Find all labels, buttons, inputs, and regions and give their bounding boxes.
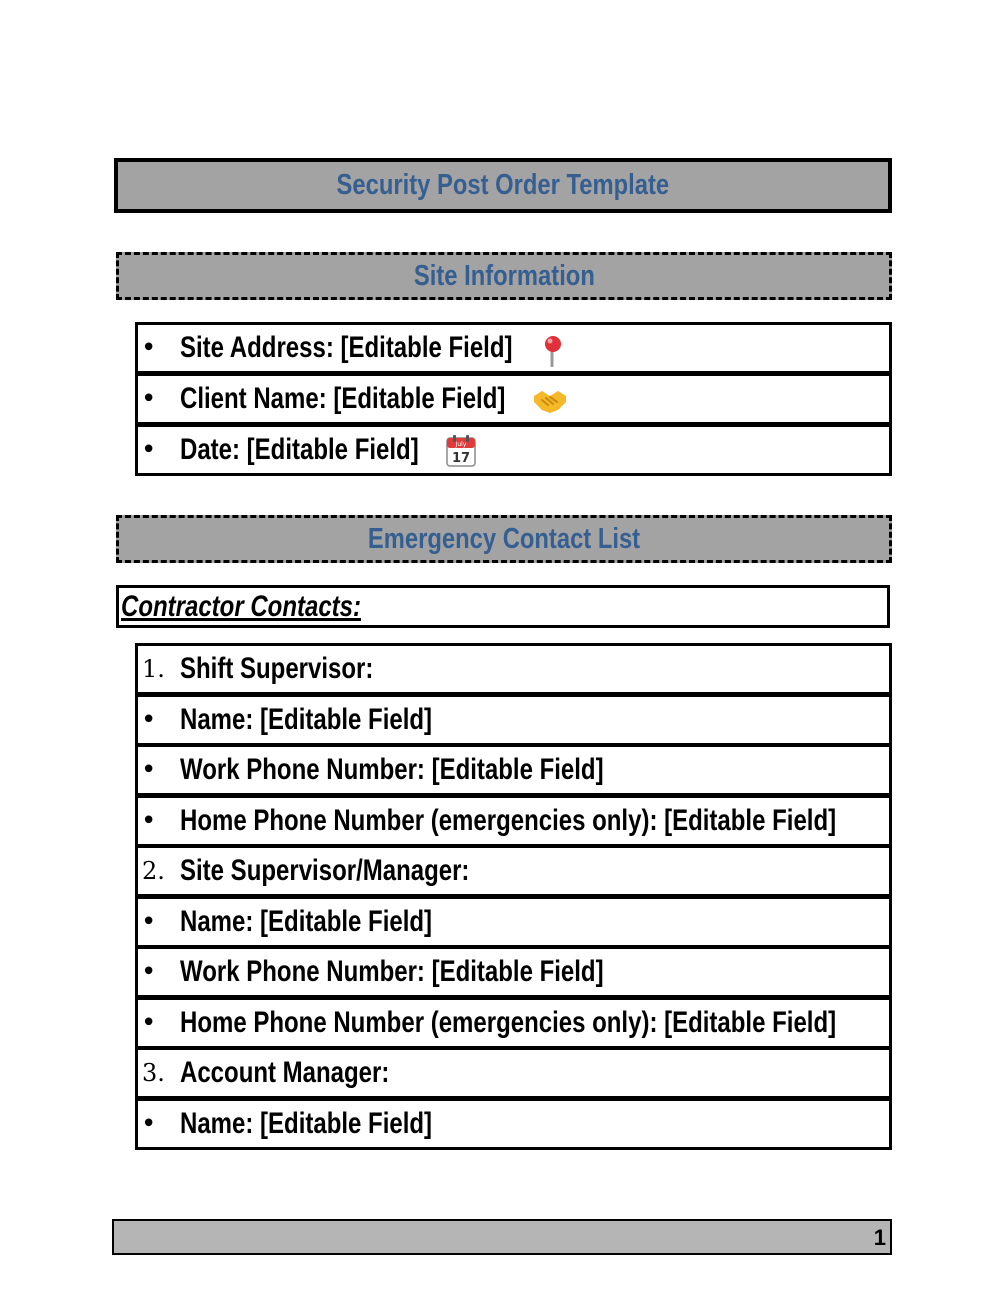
bullet-marker: • — [141, 1008, 157, 1038]
bullet-marker: • — [141, 957, 157, 987]
contact-row-name[interactable] — [135, 1098, 892, 1150]
emergency-contact-heading: Emergency Contact List — [367, 522, 641, 555]
bullet-marker: • — [141, 755, 157, 785]
date-field[interactable]: Date: [Editable Field] — [180, 433, 419, 466]
bullet-marker: • — [141, 435, 157, 465]
client-name-field[interactable]: Client Name: [Editable Field] — [180, 382, 506, 415]
date-row[interactable] — [135, 424, 892, 476]
contractor-contacts-heading: Contractor Contacts: — [121, 590, 362, 623]
contact-row-shift-supervisor — [135, 643, 892, 695]
handshake-icon — [532, 388, 568, 419]
site-address-field[interactable]: Site Address: [Editable Field] — [180, 331, 513, 364]
site-address-row[interactable] — [135, 322, 892, 374]
client-name-row[interactable] — [135, 373, 892, 425]
editable-field[interactable]: Home Phone Number (emergencies only): [Editable Field] — [180, 1006, 837, 1039]
contact-row-name[interactable] — [135, 896, 892, 948]
document-title-bar — [114, 158, 892, 213]
round-pushpin-icon — [540, 335, 568, 372]
editable-field[interactable]: Name: [Editable Field] — [180, 1107, 433, 1140]
site-information-heading: Site Information — [413, 259, 595, 292]
contact-row-site-supervisor — [135, 845, 892, 897]
bullet-marker: • — [141, 384, 157, 414]
page-number: 1 — [873, 1225, 886, 1250]
contact-row-label: Shift Supervisor: — [180, 652, 374, 685]
calendar-day: 17 — [451, 451, 471, 466]
numbered-marker: 3. — [142, 1059, 165, 1087]
site-information-header — [116, 252, 892, 300]
document-title: Security Post Order Template — [336, 169, 670, 201]
calendar-month: July — [455, 441, 467, 448]
editable-field[interactable]: Name: [Editable Field] — [180, 905, 433, 938]
contractor-contacts-box — [116, 585, 890, 628]
page-footer — [112, 1219, 892, 1255]
contact-row-label: Site Supervisor/Manager: — [180, 854, 470, 887]
contact-row-account-manager — [135, 1047, 892, 1099]
bullet-marker: • — [141, 907, 157, 937]
calendar-icon — [446, 435, 476, 472]
editable-field[interactable]: Work Phone Number: [Editable Field] — [180, 753, 604, 786]
editable-field[interactable]: Work Phone Number: [Editable Field] — [180, 955, 604, 988]
bullet-marker: • — [141, 705, 157, 735]
bullet-marker: • — [141, 1109, 157, 1139]
contact-row-home-phone[interactable] — [135, 795, 892, 847]
editable-field[interactable]: Name: [Editable Field] — [180, 703, 433, 736]
contact-row-label: Account Manager: — [180, 1056, 390, 1089]
contact-row-home-phone[interactable] — [135, 997, 892, 1049]
editable-field[interactable]: Home Phone Number (emergencies only): [Editable Field] — [180, 804, 837, 837]
bullet-marker: • — [141, 806, 157, 836]
contact-row-name[interactable] — [135, 694, 892, 746]
emergency-contact-header — [116, 515, 892, 563]
contact-row-work-phone[interactable] — [135, 744, 892, 796]
contact-row-work-phone[interactable] — [135, 946, 892, 998]
numbered-marker: 1. — [142, 655, 165, 683]
numbered-marker: 2. — [142, 857, 165, 885]
bullet-marker: • — [141, 333, 157, 363]
